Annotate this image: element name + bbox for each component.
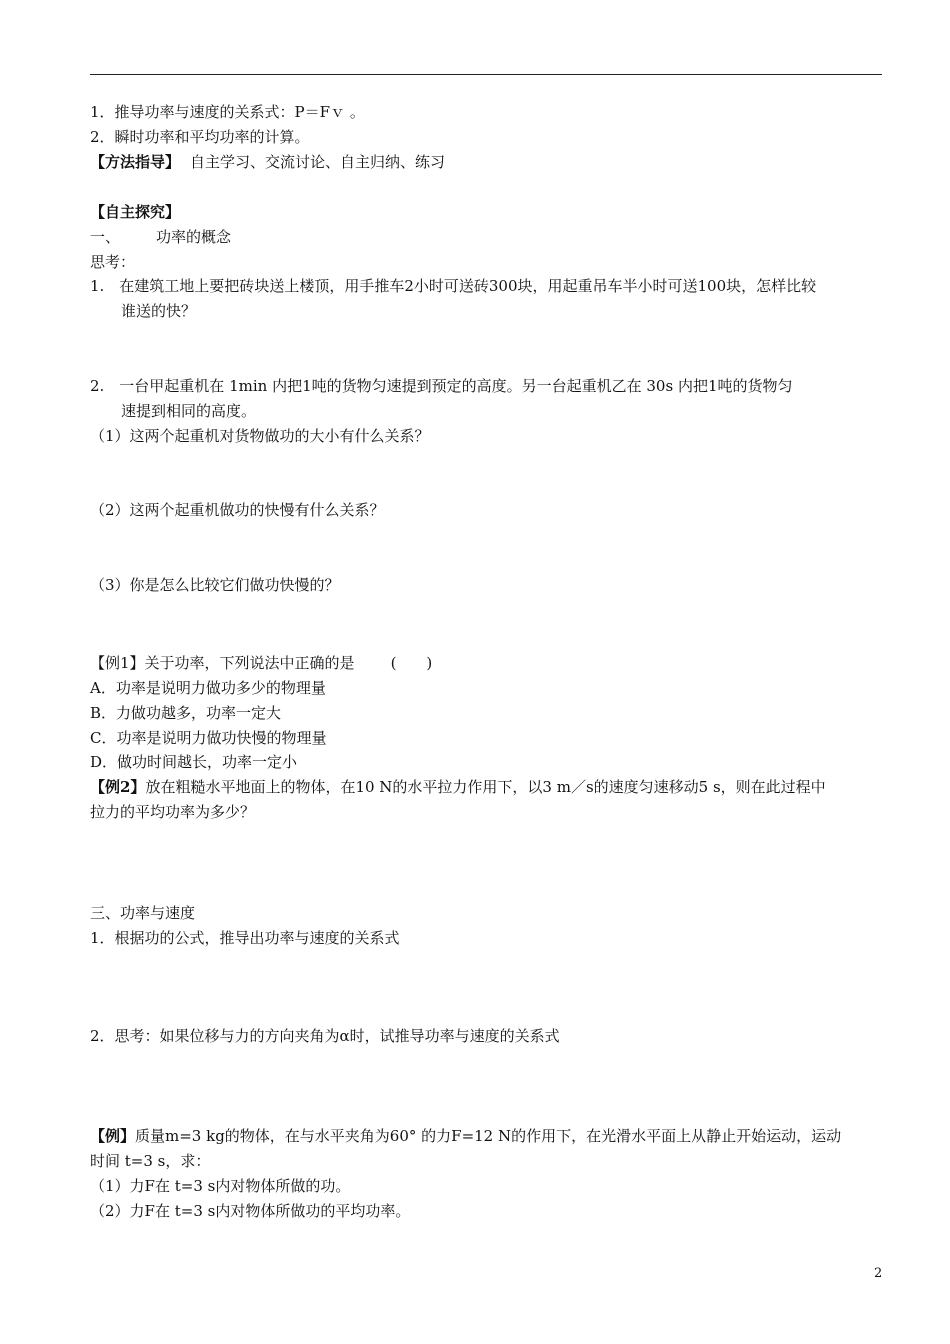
option-b: B．力做功越多，功率一定大	[90, 704, 282, 722]
think-label: 思考：	[90, 253, 136, 271]
objective-2: 2．瞬时功率和平均功率的计算。	[90, 128, 310, 146]
example-1-question: 关于功率，下列说法中正确的是	[144, 654, 355, 672]
method-guide	[90, 152, 445, 172]
objective-1: 1．推导功率与速度的关系式：P＝Fｖ 。	[90, 103, 365, 121]
header-rule	[90, 74, 882, 75]
question-1-line-1: 1. 在建筑工地上要把砖块送上楼顶，用手推车2小时可送砖300块，用起重吊车半小时可送100块，怎样比较	[90, 277, 817, 295]
question-1-line-2: 谁送的快？	[121, 302, 197, 320]
question-2-line-1: 2. 一台甲起重机在 1min 内把1吨的货物匀速提到预定的高度。另一台起重机乙在 30s 内把1吨的货物匀	[90, 377, 793, 395]
section1-number: 一、	[90, 228, 121, 246]
section3-item-2: 2．思考：如果位移与力的方向夹角为α时，试推导功率与速度的关系式	[90, 1027, 560, 1045]
question-2-sub-3: （3）你是怎么比较它们做功快慢的？	[90, 576, 340, 594]
section3-item-1: 1．根据功的公式，推导出功率与速度的关系式	[90, 929, 400, 947]
example-3-line-2: 时间 t=3 s，求：	[90, 1152, 211, 1170]
question-2-line-2: 速提到相同的高度。	[121, 402, 257, 420]
method-text: 自主学习、交流讨论、自主归纳、练习	[190, 153, 446, 171]
option-d: D．做功时间越长，功率一定小	[90, 753, 298, 771]
section1-title: 功率的概念	[156, 228, 232, 246]
page-number: 2	[874, 1266, 883, 1281]
example-2-line-1	[90, 777, 826, 797]
example-1-stem	[90, 653, 432, 673]
example-2-label: 【例2】	[90, 778, 146, 796]
method-label: 【方法指导】	[90, 153, 181, 171]
section3-heading: 三、功率与速度	[90, 904, 196, 922]
example-1-label: 【例1】	[90, 654, 145, 672]
self-study-heading: 【自主探究】	[90, 203, 181, 221]
option-a: A．功率是说明力做功多少的物理量	[90, 679, 326, 697]
example-3-text: 质量m=3 kg的物体，在与水平夹角为60° 的力F=12 N的作用下，在光滑水平面上从静止开始运动，运动	[135, 1127, 842, 1145]
example-3-sub-1: （1）力F在 t=3 s内对物体所做的功。	[90, 1177, 351, 1195]
example-2-line-2: 拉力的平均功率为多少？	[90, 803, 256, 821]
section1-heading	[90, 227, 231, 247]
option-c: C．功率是说明力做功快慢的物理量	[90, 729, 327, 747]
question-2-sub-1: （1）这两个起重机对货物做功的大小有什么关系？	[90, 427, 430, 445]
question-2-sub-2: （2）这两个起重机做功的快慢有什么关系？	[90, 501, 385, 519]
example-2-text: 放在粗糙水平地面上的物体，在10 N的水平拉力作用下，以3 m／s的速度匀速移动5 s，则在此过程中	[145, 778, 826, 796]
example-3-line-1	[90, 1126, 841, 1146]
example-3-sub-2: （2）力F在 t=3 s内对物体所做功的平均功率。	[90, 1202, 411, 1220]
answer-paren: ( )	[390, 654, 433, 672]
example-3-label: 【例】	[90, 1127, 136, 1145]
